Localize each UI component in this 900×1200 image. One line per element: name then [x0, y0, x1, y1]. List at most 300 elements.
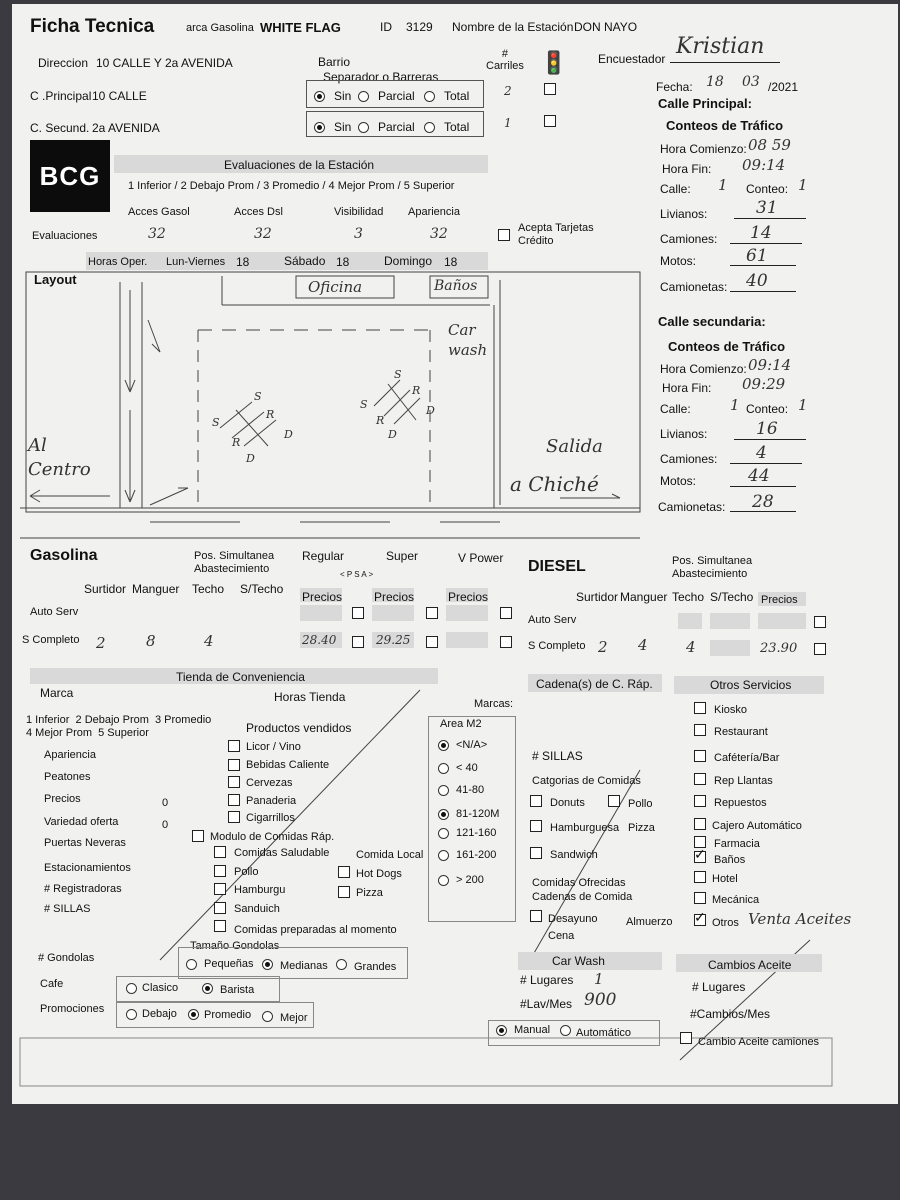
radio-automatico[interactable] [560, 1025, 571, 1036]
tienda-title: Tienda de Conveniencia [176, 670, 305, 684]
checkbox-sanduich[interactable] [214, 902, 226, 914]
ts-livianos-line [734, 439, 806, 440]
checkbox-llantas[interactable] [694, 773, 706, 785]
radio-sin-principal[interactable] [314, 91, 325, 102]
gas-manguer: 8 [146, 632, 156, 650]
ts-hora-comienzo-label: Hora Comienzo: [660, 362, 747, 376]
ts-calle: 1 [730, 396, 740, 414]
traffic-sec-heading: Calle secundaria: [658, 314, 766, 329]
tm-livianos-label: Livianos: [660, 207, 708, 221]
checkbox-preparadas[interactable] [214, 920, 226, 932]
tm-camiones-line [730, 243, 802, 244]
tm-hora-fin: 09:14 [742, 156, 786, 174]
otros-item: Rep Llantas [714, 775, 773, 787]
ts-camiones-label: Camiones: [660, 452, 718, 466]
tm-camionetas-label: Camionetas: [660, 280, 728, 294]
pump-letter: R [232, 436, 241, 449]
otros-item: Repuestos [714, 797, 767, 809]
cadena-item: Sandwich [550, 849, 598, 861]
ts-motos: 44 [748, 466, 770, 486]
cambios-mes: #Cambios/Mes [690, 1007, 771, 1021]
diesel-cell [758, 613, 806, 629]
radio-pequenas[interactable] [186, 959, 197, 970]
tienda-row: Apariencia [44, 749, 96, 761]
ts-camiones: 4 [756, 443, 767, 463]
car-wash-lugares: 1 [594, 970, 604, 988]
tienda-row: Peatones [44, 771, 91, 783]
tm-livianos: 31 [756, 198, 778, 218]
checkbox-desayuno[interactable] [530, 910, 542, 922]
separador-label: Separador o Barreras [323, 70, 439, 84]
cambios-camiones: Cambio Aceite camiones [698, 1036, 820, 1048]
opt-total-2: Total [444, 120, 470, 134]
gondolas-label: # Gondolas [38, 952, 95, 964]
check-mark-icon: ✓ [694, 909, 706, 925]
tienda-precios-val: 0 [162, 797, 169, 809]
checkbox-restaurant[interactable] [694, 724, 706, 736]
tm-livianos-line [734, 218, 806, 219]
ts-livianos: 16 [756, 419, 778, 439]
tm-camiones-label: Camiones: [660, 232, 718, 246]
otros-item: Kiosko [714, 704, 748, 716]
radio-area-40[interactable] [438, 763, 449, 774]
pump-letter: S [254, 390, 262, 403]
diesel-col-manguer: Manguer [620, 590, 668, 604]
tm-motos: 61 [746, 246, 768, 266]
car-wash-lavmes: 900 [584, 990, 617, 1010]
ts-motos-line [730, 486, 796, 487]
checkbox-licor[interactable] [228, 740, 240, 752]
ts-hora-fin: 09:29 [742, 375, 786, 393]
sketch-salida: Salida [546, 436, 603, 457]
gas-pos-label: Pos. Simultanea Abastecimiento [194, 550, 275, 575]
checkbox-carriles-secund[interactable] [544, 115, 556, 127]
tienda-scale: 1 Inferior 2 Debajo Prom 3 Promedio 4 Mejor Prom 5 Superior [26, 714, 212, 739]
ts-motos-label: Motos: [660, 474, 697, 488]
checkbox-diesel-auto[interactable] [814, 616, 826, 628]
checkbox-cafeteria[interactable] [694, 750, 706, 762]
cambios-title: Cambios Aceite [708, 958, 792, 972]
gas-precios-1: Precios [302, 590, 343, 604]
tm-camiones: 14 [750, 223, 772, 243]
producto-cigarrillos: Cigarrillos [246, 812, 295, 824]
tienda-marca: Marca [40, 686, 74, 700]
tienda-row: # Registradoras [44, 883, 122, 895]
checkbox-cajero[interactable] [694, 818, 706, 830]
opt-parcial: Parcial [378, 89, 415, 103]
lv-value: 18 [236, 255, 250, 269]
radio-area-200[interactable] [438, 850, 449, 861]
tm-calle-label: Calle: [660, 182, 691, 196]
diesel-title: DIESEL [528, 558, 586, 575]
checkbox-hotdogs[interactable] [338, 866, 350, 878]
radio-mejor[interactable] [262, 1011, 273, 1022]
tm-conteo: 1 [798, 176, 808, 194]
gas-precio-regular: 28.40 [302, 633, 337, 647]
encuestador-label: Encuestador [598, 52, 666, 66]
car-wash-lugares-label: # Lugares [520, 973, 574, 987]
carriles-label: # Carriles [486, 48, 524, 72]
precio-cell [372, 605, 414, 621]
layout-label: Layout [34, 272, 77, 287]
direccion-label: Direccion [38, 56, 89, 70]
otros-item: Farmacia [714, 838, 760, 850]
eval-acces-gasol: 32 [148, 226, 166, 242]
diesel-pos-label: Pos. Simultanea Abastecimiento [672, 555, 753, 580]
car-wash-automatico: Automático [576, 1027, 632, 1039]
car-wash-lavmes-label: #Lav/Mes [520, 997, 573, 1011]
producto-bebidas: Bebidas Caliente [246, 759, 330, 771]
comida-local-label: Comida Local [356, 849, 424, 861]
cadena-item: Pollo [628, 798, 653, 810]
otros-item: Cafétería/Bar [714, 752, 780, 764]
pump-letter: D [388, 428, 397, 441]
car-wash-manual: Manual [514, 1024, 551, 1036]
area-opt: 81-120M [456, 808, 500, 820]
sketch-a-chiche: a Chiché [510, 472, 599, 496]
ts-calle-label: Calle: [660, 402, 691, 416]
producto-cervezas: Cervezas [246, 777, 293, 789]
gas-s-completo: S Completo [22, 634, 80, 646]
area-opt: < 40 [456, 762, 478, 774]
estacion-value: DON NAYO [574, 20, 638, 34]
diesel-col-techo: Techo [672, 590, 705, 604]
fecha-dd: 18 [706, 74, 724, 90]
checkbox-hamburguesa[interactable] [530, 820, 542, 832]
dom-value: 18 [444, 255, 458, 269]
encuestador-value: Kristian [676, 34, 765, 59]
cadena-item: Pizza [628, 822, 655, 834]
secund-label: C. Secund. [30, 121, 90, 135]
sketch-car-wash: Car wash [448, 321, 488, 359]
gas-col-manguer: Manguer [132, 582, 180, 596]
productos-label: Productos vendidos [246, 721, 352, 735]
area-opt: 121-160 [456, 827, 497, 839]
tm-calle: 1 [718, 176, 728, 194]
pump-letter: S [360, 398, 368, 411]
encuestador-line [670, 62, 780, 63]
area-opt: 41-80 [456, 784, 485, 796]
diesel-surtidor: 2 [598, 638, 608, 656]
checkbox-repuestos[interactable] [694, 795, 706, 807]
otros-item: Baños [714, 854, 746, 866]
checkbox-mecanica[interactable] [694, 892, 706, 904]
radio-medianas[interactable] [262, 959, 273, 970]
ts-hora-fin-label: Hora Fin: [662, 381, 712, 395]
tam-gondolas-label: Tamaño Gondolas [190, 940, 280, 952]
otros-item: Otros [712, 917, 739, 929]
tm-motos-label: Motos: [660, 254, 697, 268]
tm-hora-comienzo-label: Hora Comienzo: [660, 142, 747, 156]
tienda-row: # SILLAS [44, 903, 91, 915]
tienda-row: Precios [44, 793, 81, 805]
checkbox-sc-vpower[interactable] [500, 636, 512, 648]
diesel-col-stecho: S/Techo [710, 590, 754, 604]
tm-hora-comienzo: 08 59 [748, 136, 791, 154]
pump-letter: R [376, 414, 385, 427]
checkbox-pollo-cadena[interactable] [608, 795, 620, 807]
sab-value: 18 [336, 255, 350, 269]
col-visibilidad: Visibilidad [334, 206, 384, 218]
pump-letter: R [266, 408, 275, 421]
tm-hora-fin-label: Hora Fin: [662, 162, 712, 176]
carriles-secund: 1 [504, 116, 512, 130]
producto-licor: Licor / Vino [246, 741, 301, 753]
cadena-item: Hamburguesa [550, 822, 620, 834]
sab-label: Sábado [284, 254, 326, 268]
estacion-label: Nombre de la Estación [452, 20, 574, 34]
diesel-col-surtidor: Surtidor [576, 590, 619, 604]
promo-opt: Debajo [142, 1008, 177, 1020]
traffic-main-heading: Calle Principal: [658, 96, 752, 111]
radio-area-80[interactable] [438, 785, 449, 796]
comida-saludable: Comidas Saludable [234, 847, 330, 859]
id-value: 3129 [406, 20, 433, 34]
precio-cell [300, 605, 342, 621]
gas-surtidor: 2 [96, 634, 106, 652]
diesel-manguer: 4 [638, 636, 648, 654]
eval-acces-dsl: 32 [254, 226, 272, 242]
promociones-label: Promociones [40, 1003, 105, 1015]
dom-label: Domingo [384, 254, 433, 268]
gas-auto-serv: Auto Serv [30, 606, 79, 618]
radio-total-principal[interactable] [424, 91, 435, 102]
cadena-item: Donuts [550, 797, 585, 809]
checkbox-auto-regular[interactable] [352, 607, 364, 619]
sketch-al-centro: Al Centro [28, 435, 91, 480]
comida-pollo: Pollo [234, 866, 259, 878]
checkbox-panaderia[interactable] [228, 794, 240, 806]
local-pizza: Pizza [356, 887, 383, 899]
radio-area-200plus[interactable] [438, 875, 449, 886]
checkbox-hotel[interactable] [694, 871, 706, 883]
gas-precios-2: Precios [374, 590, 415, 604]
diesel-precio: 23.90 [760, 641, 798, 656]
principal-label: C .Principal [30, 89, 92, 103]
diesel-col-precios: Precios [761, 594, 798, 606]
comida-preparadas: Comidas preparadas al momento [234, 924, 397, 936]
promo-opt: Promedio [204, 1009, 252, 1021]
marca-value: WHITE FLAG [260, 20, 341, 35]
producto-panaderia: Panaderia [246, 795, 297, 807]
tm-conteo-label: Conteo: [746, 182, 789, 196]
gas-techo: 4 [204, 632, 214, 650]
pump-letter: S [212, 416, 220, 429]
radio-manual[interactable] [496, 1025, 507, 1036]
pump-letter: R [412, 384, 421, 397]
checkbox-tarjetas[interactable] [498, 229, 510, 241]
pump-letter: S [394, 368, 402, 381]
cadena-desayuno: Desayuno [548, 913, 598, 925]
checkbox-sc-super[interactable] [426, 636, 438, 648]
eval-apariencia: 32 [430, 226, 448, 242]
radio-area-na[interactable] [438, 740, 449, 751]
tam-opt: Medianas [280, 960, 328, 972]
sketch-oficina: Oficina [308, 278, 363, 296]
tienda-row: Estacionamientos [44, 862, 131, 874]
ts-hora-comienzo: 09:14 [748, 356, 792, 374]
tm-camionetas-line [730, 291, 796, 292]
opt-sin-2: Sin [334, 120, 352, 134]
ts-camionetas-label: Camionetas: [658, 500, 726, 514]
cafe-opt: Barista [220, 984, 255, 996]
area-opt: > 200 [456, 874, 484, 886]
opt-total: Total [444, 89, 470, 103]
area-opt: <N/A> [456, 739, 488, 751]
radio-area-160[interactable] [438, 828, 449, 839]
sketch-banos: Baños [434, 278, 478, 294]
radio-barista[interactable] [202, 983, 213, 994]
radio-debajo[interactable] [126, 1009, 137, 1020]
promo-opt: Mejor [280, 1012, 308, 1024]
checkbox-sc-regular[interactable] [352, 636, 364, 648]
lv-label: Lun-Viernes [166, 256, 226, 268]
ts-conteo: 1 [798, 396, 808, 414]
cafe-opt: Clasico [142, 982, 179, 994]
comida-sanduich: Sanduich [234, 903, 280, 915]
cafe-label: Cafe [40, 978, 64, 990]
direccion-value: 10 CALLE Y 2a AVENIDA [96, 56, 233, 70]
eval-scale: 1 Inferior / 2 Debajo Prom / 3 Promedio / 4 Mejor Prom / 5 Superior [128, 180, 455, 192]
checkbox-diesel-sc[interactable] [814, 643, 826, 655]
eval-row-label: Evaluaciones [32, 230, 98, 242]
checkbox-hamburgu[interactable] [214, 883, 226, 895]
area-label: Area M2 [440, 718, 482, 730]
gas-vpower: V Power [458, 551, 504, 565]
opt-sin: Sin [334, 89, 352, 103]
traffic-main-subheading: Conteos de Tráfico [666, 118, 784, 133]
cadenas-title: Cadena(s) de C. Ráp. [536, 677, 653, 691]
local-hotdogs: Hot Dogs [356, 868, 402, 880]
eval-visibilidad: 3 [354, 226, 363, 242]
diesel-cell [710, 640, 750, 656]
checkbox-bebidas[interactable] [228, 759, 240, 771]
marcas-label: Marcas: [474, 698, 514, 710]
radio-parcial-secund[interactable] [358, 122, 369, 133]
cadenas-ofrecidas: Comidas Ofrecidas Cadenas de Comida [532, 877, 633, 903]
gas-precios-3: Precios [448, 590, 489, 604]
diesel-s-completo: S Completo [528, 640, 586, 652]
area-opt: 161-200 [456, 849, 497, 861]
radio-sin-secund[interactable] [314, 122, 325, 133]
radio-promedio[interactable] [188, 1009, 199, 1020]
checkbox-carriles-principal[interactable] [544, 83, 556, 95]
fecha-label: Fecha: [656, 80, 693, 94]
checkbox-kiosko[interactable] [694, 702, 706, 714]
cadenas-categorias: Catgorias de Comidas [532, 775, 641, 787]
radio-total-secund[interactable] [424, 122, 435, 133]
fecha-yyyy: /2021 [768, 80, 799, 94]
cadena-cena: Cena [548, 930, 575, 942]
checkbox-saludable[interactable] [214, 846, 226, 858]
tienda-row: Variedad oferta [44, 816, 119, 828]
barrio-label: Barrio [318, 55, 351, 69]
radio-area-120[interactable] [438, 809, 449, 820]
form-title: Ficha Tecnica [30, 16, 155, 37]
horas-label: Horas Oper. [88, 256, 148, 268]
checkbox-camiones[interactable] [680, 1032, 692, 1044]
tienda-variedad-val: 0 [162, 819, 169, 831]
traffic-sec-subheading: Conteos de Tráfico [668, 339, 786, 354]
checkbox-pizza[interactable] [338, 886, 350, 898]
tm-camionetas: 40 [746, 271, 768, 291]
checkbox-auto-vpower[interactable] [500, 607, 512, 619]
checkbox-donuts[interactable] [530, 795, 542, 807]
checkbox-sandwich[interactable] [530, 847, 542, 859]
checkbox-modulo[interactable] [192, 830, 204, 842]
diesel-techo: 4 [686, 638, 696, 656]
radio-parcial-principal[interactable] [358, 91, 369, 102]
gas-psa: < P S A > [340, 570, 374, 579]
diesel-cell [678, 613, 702, 629]
gas-col-surtidor: Surtidor [84, 582, 127, 596]
otros-title: Otros Servicios [710, 678, 792, 692]
diesel-cell [710, 613, 750, 629]
col-acces-dsl: Acces Dsl [234, 206, 283, 218]
marca-label: arca Gasolina [186, 22, 254, 34]
gasolina-title: Gasolina [30, 547, 98, 564]
diesel-auto-serv: Auto Serv [528, 614, 577, 626]
otros-item: Hotel [712, 873, 738, 885]
otros-item: Cajero Automático [712, 820, 802, 832]
otros-item: Mecánica [712, 894, 760, 906]
carriles-principal: 2 [504, 84, 512, 98]
precio-cell [446, 632, 488, 648]
otros-value: Venta Aceites [748, 910, 852, 928]
traffic-light-icon: 🚦 [540, 50, 568, 75]
gas-col-stecho: S/Techo [240, 582, 284, 596]
precio-cell [446, 605, 488, 621]
checkbox-cigarrillos[interactable] [228, 811, 240, 823]
fecha-mm: 03 [742, 74, 760, 90]
pump-letter: D [246, 452, 255, 465]
ts-livianos-label: Livianos: [660, 427, 708, 441]
ts-conteo-label: Conteo: [746, 402, 789, 416]
tm-motos-line [730, 265, 796, 266]
modulo-label: Modulo de Comidas Ráp. [210, 831, 335, 843]
bcg-logo: BCG [30, 140, 110, 212]
eval-title: Evaluaciones de la Estación [224, 158, 375, 172]
radio-grandes[interactable] [336, 959, 347, 970]
cadena-almuerzo: Almuerzo [626, 916, 673, 928]
gas-super: Super [386, 549, 419, 563]
gas-col-techo: Techo [192, 582, 225, 596]
comida-hamburgu: Hamburgu [234, 884, 286, 896]
tarjetas-label: Acepta Tarjetas Crédito [518, 222, 594, 247]
checkbox-cervezas[interactable] [228, 776, 240, 788]
pump-letter: D [426, 404, 435, 417]
secund-value: 2a AVENIDA [92, 121, 160, 135]
car-wash-title: Car Wash [552, 954, 605, 968]
radio-clasico[interactable] [126, 983, 137, 994]
otros-item: Restaurant [714, 726, 768, 738]
checkbox-pollo[interactable] [214, 865, 226, 877]
ts-camiones-line [730, 463, 802, 464]
pump-letter: D [284, 428, 293, 441]
tam-opt: Grandes [354, 961, 397, 973]
checkbox-auto-super[interactable] [426, 607, 438, 619]
id-label: ID [380, 20, 392, 34]
gas-precio-super: 29.25 [376, 633, 411, 647]
tienda-row: Puertas Neveras [44, 837, 126, 849]
ts-camionetas-line [730, 511, 796, 512]
cambios-lugares: # Lugares [692, 980, 746, 994]
tienda-horas: Horas Tienda [274, 690, 346, 704]
principal-value: 10 CALLE [92, 89, 147, 103]
tam-opt: Pequeñas [204, 958, 254, 970]
cadenas-sillas: # SILLAS [532, 749, 583, 763]
gas-regular: Regular [302, 549, 345, 563]
